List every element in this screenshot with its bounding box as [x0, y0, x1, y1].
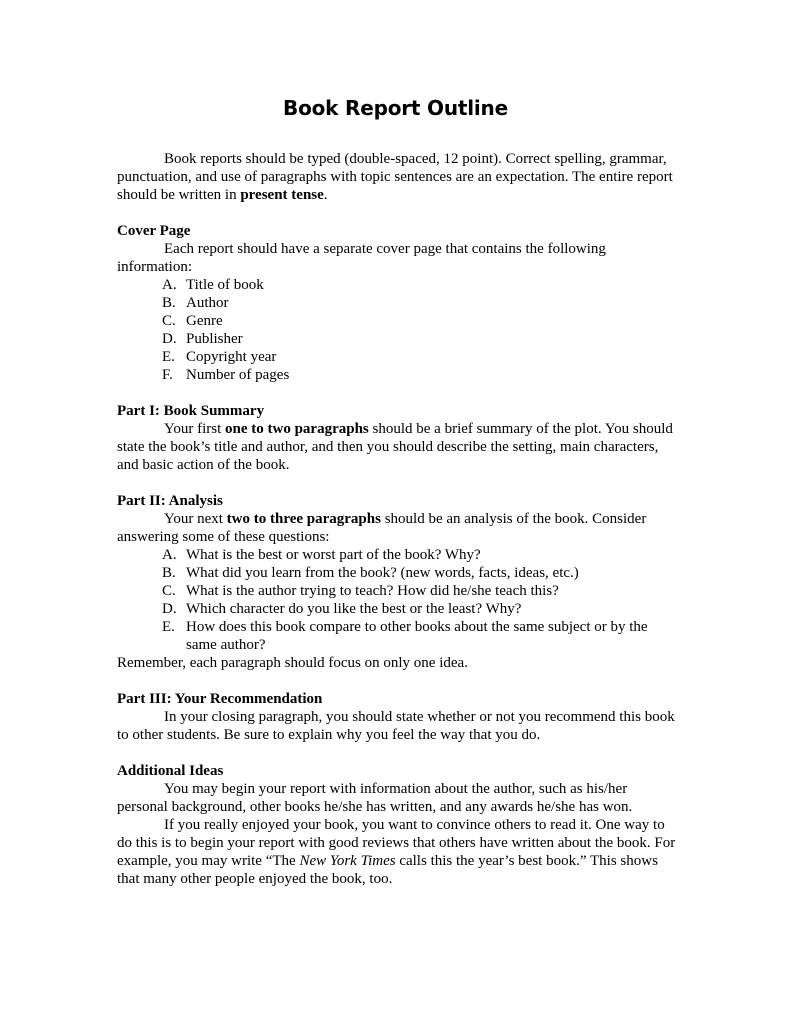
part2-paragraph — [117, 510, 677, 546]
cover-page-list — [117, 276, 677, 384]
intro-text-end: . — [323, 187, 328, 203]
intro-text: Book reports should be typed (double-spaced, 12 point). Correct spelling, grammar, punctuation, and use of paragraphs with topic sentences are an expectation. The entire report should be written in — [117, 151, 673, 203]
list-item: D. Which character do you like the best or the least? Why? — [162, 601, 522, 617]
part2-heading: Part II: Analysis — [117, 493, 223, 509]
part2-text-end: should be an analysis of the book. Consider answering some of these questions: — [117, 511, 647, 545]
list-item: A. Title of book — [162, 277, 264, 293]
cover-page-heading: Cover Page — [117, 223, 191, 239]
list-item: B. Author — [162, 295, 229, 311]
part2-closing: Remember, each paragraph should focus on only one idea. — [117, 655, 468, 671]
list-item: C. Genre — [162, 313, 223, 329]
list-item: F. Number of pages — [162, 367, 290, 383]
part2-bold: two to three paragraphs — [226, 511, 381, 527]
part1-text: Your first — [164, 421, 225, 437]
cover-page-text: Each report should have a separate cover page that contains the following information: — [117, 241, 606, 275]
additional-text: If you really enjoyed your book, you want to convince others to read it. One way to do this is to begin your report with good reviews that others have written about the book. For example, you may write “The — [117, 817, 676, 869]
document-body — [117, 150, 677, 888]
list-item: C. What is the author trying to teach? How did he/she teach this? — [162, 583, 559, 599]
list-item: E. Copyright year — [162, 349, 277, 365]
list-item: B. What did you learn from the book? (new words, facts, ideas, etc.) — [162, 565, 579, 581]
part2-text: Your next — [164, 511, 227, 527]
part1-heading: Part I: Book Summary — [117, 403, 265, 419]
newspaper-title: New York Times — [299, 853, 396, 869]
part1-paragraph — [117, 420, 677, 474]
list-item: A. What is the best or worst part of the book? Why? — [162, 547, 481, 563]
additional-paragraph-2 — [117, 816, 677, 888]
list-item: E. How does this book compare to other books about the same subject or by the same author? — [162, 619, 648, 653]
additional-heading: Additional Ideas — [117, 763, 224, 779]
page-title: Book Report Outline — [283, 96, 508, 120]
list-item: D. Publisher — [162, 331, 243, 347]
intro-bold: present tense — [240, 187, 324, 203]
part3-heading: Part III: Your Recommendation — [117, 691, 323, 707]
intro-paragraph — [117, 150, 677, 204]
additional-paragraph-1: You may begin your report with information about the author, such as his/her personal background, other books he/she has written, and any awards he/she has won. — [117, 781, 633, 815]
additional-text-end: calls this the year’s best book.” This shows that many other people enjoyed the book, too. — [117, 853, 658, 887]
part1-bold: one to two paragraphs — [225, 421, 369, 437]
part1-text-end: should be a brief summary of the plot. You should state the book’s title and author, and then you should describe the setting, main characters, and basic action of the book. — [117, 421, 673, 473]
analysis-question-list — [117, 546, 677, 654]
part3-paragraph: In your closing paragraph, you should state whether or not you recommend this book to other students. Be sure to explain why you feel the way that you do. — [117, 709, 675, 743]
